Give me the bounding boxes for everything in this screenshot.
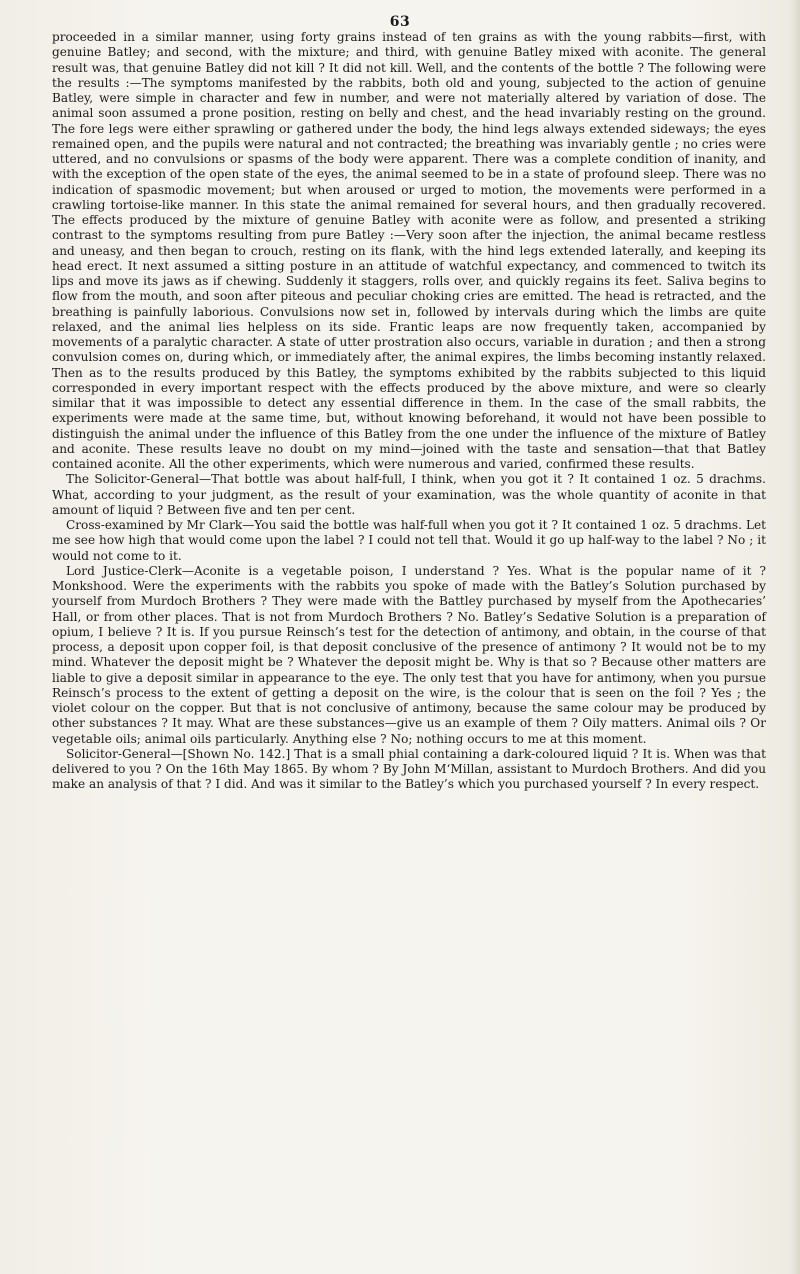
paragraph: The Solicitor-General—That bottle was about half-full, I think, when you got it ? It contained 1 oz. 5 drachms. What, according to your judgment, as the result of your examination, was the whole quantity of aconite in that amount of liquid ? Between five and ten per cent.	[52, 472, 766, 517]
paragraph: Solicitor-General—[Shown No. 142.] That is a small phial containing a dark-coloured liquid ? It is. When was that delivered to you ? On the 16th May 1865. By whom ? By John M‘Millan, assistant to Murdoch Brothers. And did you make an analysis of that ? I did. And was it similar to the Batley’s which you purchased yourself ? In every respect.	[52, 746, 766, 792]
paragraph: proceeded in a similar manner, using forty grains instead of ten grains as with the young rabbits—first, with genuine Batley; and second, with the mixture; and third, with genuine Batley mixed with aconite. The general result was, that genuine Batley did not kill ? It did not kill. Well, and the contents of the bottle ? The following were the results :—The symptoms manifested by the rabbits, both old and young, subjected to the action of genuine Batley, were simple in character and few in number, and were not materially altered by variation of dose. The animal soon assumed a prone position, resting on belly and chest, and the head invariably resting on the ground. The fore legs were either sprawling or gathered under the body, the hind legs always extended sideways; the eyes remained open, and the pupils were natural and not contracted; the breathing was invariably gentle ; no cries were uttered, and no convulsions or spasms of the body were apparent. There was a complete condition of inanity, and with the exception of the open state of the eyes, the animal seemed to be in a state of profound sleep. There was no indication of spasmodic movement; but when aroused or urged to motion, the movements were performed in a crawling tortoise-like manner. In this state the animal remained for several hours, and then gradually recovered. The effects produced by the mixture of genuine Batley with aconite were as follow, and presented a striking contrast to the symptoms resulting from pure Batley :—Very soon after the injection, the animal became restless and uneasy, and then began to crouch, resting on its flank, with the hind legs extended laterally, and keeping its head erect. It next assumed a sitting posture in an attitude of watchful expectancy, and commenced to twitch its lips and move its jaws as if chewing. Suddenly it staggers, rolls over, and quickly regains its feet. Saliva begins to flow from the mouth, and soon after piteous and peculiar choking cries are emitted. The head is retracted, and the breathing is painfully laborious. Convulsions now set in, followed by intervals during which the limbs are quite relaxed, and the animal lies helpless on its side. Frantic leaps are now frequently taken, accompanied by movements of a paralytic character. A state of utter prostration also occurs, variable in duration ; and then a strong convulsion comes on, during which, or immediately after, the animal expires, the limbs becoming instantly relaxed. Then as to the results produced by this Batley, the symptoms exhibited by the rabbits subjected to this liquid corresponded in every important respect with the effects produced by the above mixture, and were so clearly similar that it was impossible to detect any essential difference in them. In the case of the small rabbits, the experiments were made at the same time, but, without knowing beforehand, it would not have been possible to distinguish the animal under the influence of this Batley from the one under the influence of the mixture of Batley and aconite. These results leave no doubt on my mind—joined with the taste and sensation—that that Batley contained aconite. All the other experiments, which were numerous and varied, confirmed these results.	[52, 30, 766, 471]
body-text	[52, 30, 766, 793]
paragraph: Lord Justice-Clerk—Aconite is a vegetable poison, I understand ? Yes. What is the popular name of it ? Monkshood. Were the experiments with the rabbits you spoke of made with the Batley’s Solution purchased by yourself from Murdoch Brothers ? They were made with the Battley purchased by myself from the Apothecaries’ Hall, or from other places. That is not from Murdoch Brothers ? No. Batley’s Sedative Solution is a preparation of opium, I believe ? It is. If you pursue Reinsch’s test for the detection of antimony, and obtain, in the course of that process, a deposit upon copper foil, is that deposit conclusive of the presence of antimony ? It would not be to my mind. Whatever the deposit might be ? Whatever the deposit might be. Why is that so ? Because other matters are liable to give a deposit similar in appearance to the eye. The only test that you have for antimony, when you pursue Reinsch’s process to the extent of getting a deposit on the wire, is the colour that is seen on the foil ? Yes ; the violet colour on the copper. But that is not conclusive of antimony, because the same colour may be produced by other substances ? It may. What are these substances—give us an example of them ? Oily matters. Animal oils ? Or vegetable oils; animal oils particularly. Anything else ? No; nothing occurs to me at this moment.	[52, 563, 766, 746]
page-number: 63	[389, 14, 411, 30]
page-edge-shadow	[790, 0, 800, 1274]
paragraph: Cross-examined by Mr Clark—You said the bottle was half-full when you got it ? It contained 1 oz. 5 drachms. Let me see how high that would come upon the label ? I could not tell that. Would it go up half-way to the label ? No ; it would not come to it.	[52, 518, 766, 563]
